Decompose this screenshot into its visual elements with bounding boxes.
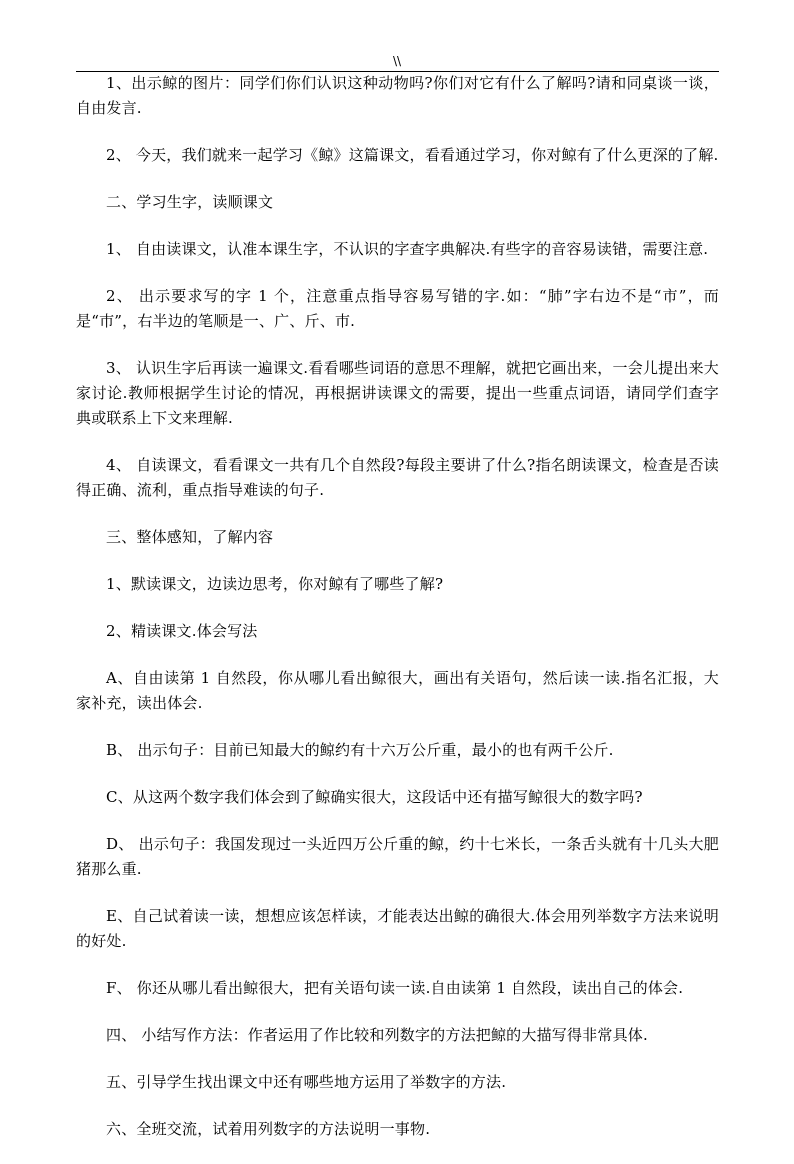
section-heading: 二、学习生字，读顺课文 xyxy=(106,193,274,211)
paragraph: A、自由读第 1 自然段，你从哪儿看出鲸很大，画出有关语句，然后读一读.指名汇报，大家补充，读出体会. xyxy=(76,669,719,712)
paragraph: 2、 今天，我们就来一起学习《鲸》这篇课文，看看通过学习，你对鲸有了什么更深的了解. xyxy=(106,146,719,164)
section-heading: 六、全班交流，试着用列数字的方法说明一事物. xyxy=(106,1120,431,1138)
section-heading: 四、 小结写作方法：作者运用了作比较和列数字的方法把鲸的大描写得非常具体. xyxy=(106,1026,648,1044)
paragraph: C、从这两个数字我们体会到了鲸确实很大，这段话中还有描写鲸很大的数字吗? xyxy=(106,788,643,806)
paragraph: 4、 自读课文，看看课文一共有几个自然段?每段主要讲了什么?指名朗读课文，检查是否读得正确、流利，重点指导难读的句子. xyxy=(76,456,719,499)
paragraph: 1、默读课文，边读边思考，你对鲸有了哪些了解? xyxy=(106,575,444,593)
paragraph: 1、出示鲸的图片：同学们你们认识这种动物吗?你们对它有什么了解吗?请和同桌谈一谈，自由发言. xyxy=(76,74,719,117)
paragraph: E、自己试着读一读，想想应该怎样读，才能表达出鲸的确很大.体会用列举数字方法来说明的好处. xyxy=(76,907,719,950)
paragraph: 2、精读课文.体会写法 xyxy=(106,622,258,640)
paragraph: 1、 自由读课文，认准本课生字，不认识的字查字典解决.有些字的音容易读错，需要注意. xyxy=(106,240,709,258)
section-heading: 三、整体感知，了解内容 xyxy=(106,528,274,546)
page-header-mark: \\ xyxy=(392,54,402,68)
paragraph: 3、 认识生字后再读一遍课文.看看哪些词语的意思不理解，就把它画出来，一会儿提出来大家讨论.教师根据学生讨论的情况，再根据讲读课文的需要，提出一些重点词语，请同学们查字典或联系上下文来理解. xyxy=(76,359,719,427)
paragraph: F、 你还从哪儿看出鲸很大，把有关语句读一读.自由读第 1 自然段，读出自己的体会. xyxy=(106,979,684,997)
paragraph: D、 出示句子：我国发现过一头近四万公斤重的鲸，约十七米长，一条舌头就有十几头大肥猪那么重. xyxy=(76,835,719,878)
document-body xyxy=(76,71,719,1164)
section-heading: 五、引导学生找出课文中还有哪些地方运用了举数字的方法. xyxy=(106,1073,507,1091)
paragraph: 2、 出示要求写的字 1 个，注意重点指导容易写错的字.如：“肺”字右边不是“市”，而是“巿”，右半边的笔顺是一、广、斤、巿. xyxy=(76,287,719,330)
paragraph: B、 出示句子：目前已知最大的鲸约有十六万公斤重，最小的也有两千公斤. xyxy=(106,741,614,759)
